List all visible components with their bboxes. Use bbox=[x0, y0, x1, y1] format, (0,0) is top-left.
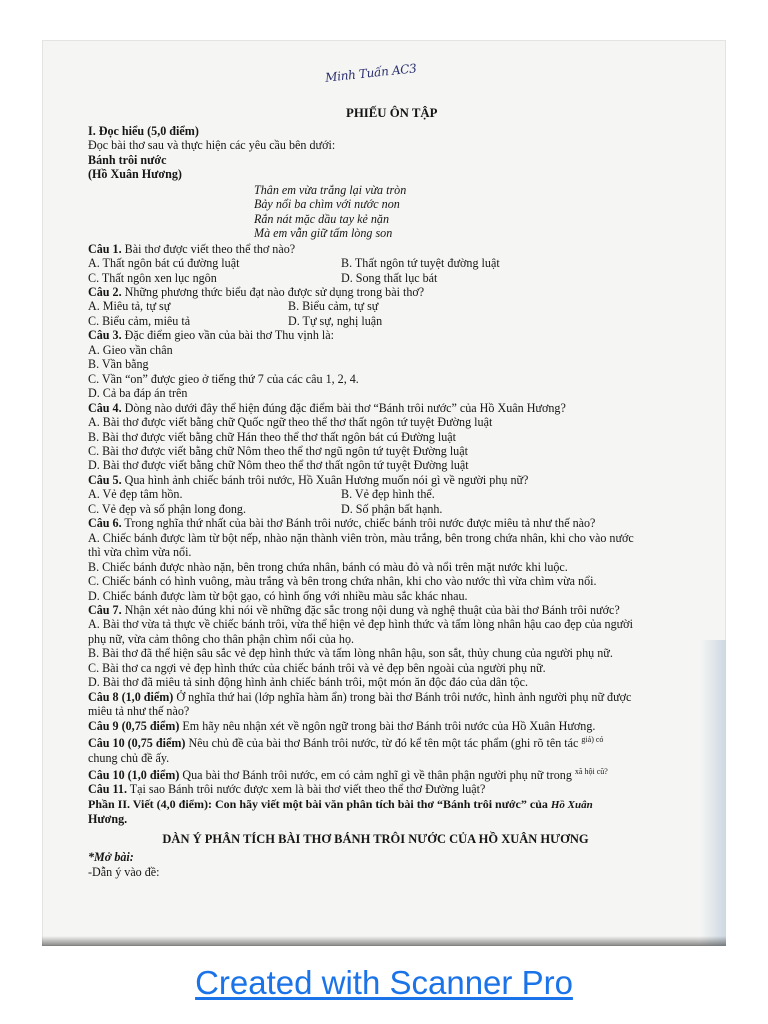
option: D. Chiếc bánh được làm từ bột gạo, có hình ống với nhiều màu sắc khác nhau. bbox=[88, 588, 468, 603]
poem-line: Bảy nổi ba chìm với nước non bbox=[254, 197, 400, 212]
poem-line: Mà em vẫn giữ tấm lòng son bbox=[254, 226, 393, 241]
option: D. Tự sự, nghị luận bbox=[288, 313, 383, 328]
option: D. Bài thơ đã miêu tả sinh động hình ảnh chiếc bánh trôi, một món ăn độc đáo của dân tộc. bbox=[88, 675, 528, 690]
question-5 bbox=[88, 473, 703, 487]
question-text: Tại sao Bánh trôi nước được xem là bài thơ viết theo thể thơ Đường luật? bbox=[126, 782, 486, 797]
question-text: Em hãy nêu nhận xét về ngôn ngữ trong bài thơ Bánh trôi nước của Hồ Xuân Hương. bbox=[179, 718, 596, 733]
part1-heading: I. Đọc hiểu (5,0 điểm) bbox=[88, 124, 199, 138]
question-text: Qua hình ảnh chiếc bánh trôi nước, Hồ Xuân Hương muốn nói gì về người phụ nữ? bbox=[121, 472, 529, 487]
question-label: Câu 10 (0,75 điểm) bbox=[88, 736, 186, 751]
option: A. Miêu tả, tự sự bbox=[88, 299, 171, 314]
poem bbox=[88, 183, 703, 241]
part1-instruction: Đọc bài thơ sau và thực hiện các yêu cầu bên dưới: bbox=[88, 138, 336, 153]
question-8 bbox=[88, 690, 703, 704]
question-text: Đặc điểm gieo vần của bài thơ Thu vịnh là: bbox=[121, 328, 334, 343]
question-7 bbox=[88, 603, 703, 617]
option: C. Bài thơ ca ngợi vẻ đẹp hình thức của chiếc bánh trôi và vẻ đẹp bên ngoài của người phụ nữ. bbox=[88, 660, 546, 675]
option: A. Bài thơ vừa tả thực về chiếc bánh trôi, vừa thể hiện vẻ đẹp hình thức và tấm lòng nhân hậu cao đẹp của người bbox=[88, 617, 633, 632]
question-9 bbox=[88, 719, 703, 733]
question-text-tail: xã hội cũ? bbox=[574, 766, 608, 776]
question-label: Câu 1. bbox=[88, 241, 122, 256]
question-continued: miêu tả như thế nào? bbox=[88, 704, 190, 719]
question-3 bbox=[88, 328, 703, 342]
question-text-tail: giả) có bbox=[581, 735, 604, 745]
option: C. Thất ngôn xen lục ngôn bbox=[88, 270, 217, 285]
question-label: Câu 5. bbox=[88, 472, 122, 487]
outline-intro-label: *Mở bài: bbox=[88, 850, 134, 865]
part2-text-tail: Hồ Xuân bbox=[550, 798, 593, 811]
option: A. Thất ngôn bát cú đường luật bbox=[88, 256, 240, 271]
part2-text: Con hãy viết một bài văn phân tích bài thơ “Bánh trôi nước” của bbox=[212, 796, 548, 811]
question-label: Câu 2. bbox=[88, 284, 122, 299]
question-label: Câu 10 (1,0 điểm) bbox=[88, 768, 180, 782]
options-row bbox=[88, 256, 703, 270]
question-1 bbox=[88, 242, 703, 256]
option: B. Bài thơ đã thể hiện sâu sắc vẻ đẹp hình thức và tấm lòng nhân hậu, son sắt, thủy chung của người phụ nữ. bbox=[88, 646, 613, 661]
option: C. Vần “on” được gieo ở tiếng thứ 7 của các câu 1, 2, 4. bbox=[88, 371, 359, 386]
document-title: PHIẾU ÔN TẬP bbox=[346, 106, 438, 120]
question-11 bbox=[88, 782, 703, 796]
question-text: Dòng nào dưới đây thể hiện đúng đặc điểm bài thơ “Bánh trôi nước” của Hồ Xuân Hương? bbox=[121, 400, 566, 415]
question-10-reflection bbox=[88, 765, 703, 782]
question-label: Câu 4. bbox=[88, 400, 122, 415]
options-row bbox=[88, 487, 703, 501]
option: A. Vẻ đẹp tâm hồn. bbox=[88, 487, 183, 502]
option: D. Song thất lục bát bbox=[341, 270, 438, 285]
option-continued: thì vừa chìm vừa nổi. bbox=[88, 545, 192, 560]
poem-line: Thân em vừa trắng lại vừa tròn bbox=[254, 182, 407, 197]
option: B. Vẻ đẹp hình thể. bbox=[341, 487, 435, 502]
options-row bbox=[88, 299, 703, 313]
option: A. Chiếc bánh được làm từ bột nếp, nhào nặn thành viên tròn, màu trắng, bên trong chứa nhân, khi cho vào nước bbox=[88, 530, 634, 545]
question-text: Qua bài thơ Bánh trôi nước, em có cảm nghĩ gì về thân phận người phụ nữ trong bbox=[179, 768, 572, 782]
poem-line: Rắn nát mặc dầu tay kẻ nặn bbox=[254, 211, 390, 226]
outline-lead: -Dẫn ý vào đề: bbox=[88, 864, 160, 879]
outline-heading: DÀN Ý PHÂN TÍCH BÀI THƠ BÁNH TRÔI NƯỚC CỦA HỒ XUÂN HƯƠNG bbox=[162, 831, 589, 846]
option: A. Bài thơ được viết bằng chữ Quốc ngữ theo thể thơ thất ngôn tứ tuyệt Đường luật bbox=[88, 415, 493, 430]
question-4 bbox=[88, 401, 703, 415]
question-text: Ở nghĩa thứ hai (lớp nghĩa hàm ẩn) trong bài thơ Bánh trôi nước, hình ảnh người phụ nữ được bbox=[173, 689, 632, 704]
question-text: Trong nghĩa thứ nhất của bài thơ Bánh trôi nước, chiếc bánh trôi nước được miêu tả như thế nào? bbox=[121, 516, 596, 531]
worksheet-body bbox=[88, 124, 703, 879]
question-2 bbox=[88, 285, 703, 299]
options-row bbox=[88, 314, 703, 328]
option: B. Thất ngôn tứ tuyệt đường luật bbox=[341, 256, 500, 271]
question-label: Câu 9 (0,75 điểm) bbox=[88, 718, 180, 733]
option: D. Bài thơ được viết bằng chữ Nôm theo thể thơ thất ngôn tứ tuyệt Đường luật bbox=[88, 458, 469, 473]
option-continued: phụ nữ, vừa cảm thông cho thân phận chìm nổi của họ. bbox=[88, 631, 355, 646]
option: A. Gieo vần chân bbox=[88, 342, 173, 357]
option: B. Bài thơ được viết bằng chữ Hán theo thể thơ thất ngôn bát cú Đường luật bbox=[88, 429, 457, 444]
option: B. Biểu cảm, tự sự bbox=[288, 299, 379, 314]
part2-prompt bbox=[88, 797, 703, 812]
handwritten-note: Minh Tuấn AC3 bbox=[324, 61, 418, 85]
scanner-watermark-link[interactable]: Created with Scanner Pro bbox=[195, 964, 573, 1001]
question-label: Câu 6. bbox=[88, 516, 122, 531]
question-text: Những phương thức biểu đạt nào được sử dụng trong bài thơ? bbox=[121, 284, 425, 299]
option: B. Vần bằng bbox=[88, 357, 149, 372]
question-label: Câu 7. bbox=[88, 602, 122, 617]
question-10-theme bbox=[88, 733, 703, 750]
question-label: Câu 11. bbox=[88, 782, 127, 797]
options-row bbox=[88, 502, 703, 516]
page-edge-shadow bbox=[700, 640, 726, 946]
option: C. Chiếc bánh có hình vuông, màu trắng và bên trong chứa nhân, khi cho vào nước thì vừa chìm vừa nổi. bbox=[88, 574, 597, 589]
poem-title: Bánh trôi nước bbox=[88, 152, 167, 167]
question-text: Nhận xét nào đúng khi nói về những đặc sắc trong nội dung và nghệ thuật của bài thơ Bánh trôi nước? bbox=[121, 602, 620, 617]
options-row bbox=[88, 271, 703, 285]
option: C. Bài thơ được viết bằng chữ Nôm theo thể thơ ngũ ngôn tứ tuyệt Đường luật bbox=[88, 443, 468, 458]
option: D. Cả ba đáp án trên bbox=[88, 386, 188, 401]
part2-label: Phần II. Viết (4,0 điểm): bbox=[88, 796, 212, 811]
question-label: Câu 3. bbox=[88, 328, 122, 343]
option: C. Biểu cảm, miêu tả bbox=[88, 313, 191, 328]
option: D. Số phận bất hạnh. bbox=[341, 501, 443, 516]
option: C. Vẻ đẹp và số phận long đong. bbox=[88, 501, 246, 516]
question-text: Bài thơ được viết theo thể thơ nào? bbox=[121, 241, 296, 256]
question-continued: chung chủ đề ấy. bbox=[88, 750, 170, 765]
page-bottom-shadow bbox=[42, 936, 726, 946]
question-6 bbox=[88, 516, 703, 530]
question-text: Nêu chủ đề của bài thơ Bánh trôi nước, từ đó kể tên một tác phẩm (ghi rõ tên tác bbox=[185, 736, 579, 751]
question-label: Câu 8 (1,0 điểm) bbox=[88, 689, 174, 704]
part2-continued: Hương. bbox=[88, 812, 128, 827]
option: B. Chiếc bánh được nhào nặn, bên trong chứa nhân, bánh có màu đỏ và nổi trên mặt nước khi luộc. bbox=[88, 559, 568, 574]
poem-author: (Hồ Xuân Hương) bbox=[88, 167, 182, 182]
